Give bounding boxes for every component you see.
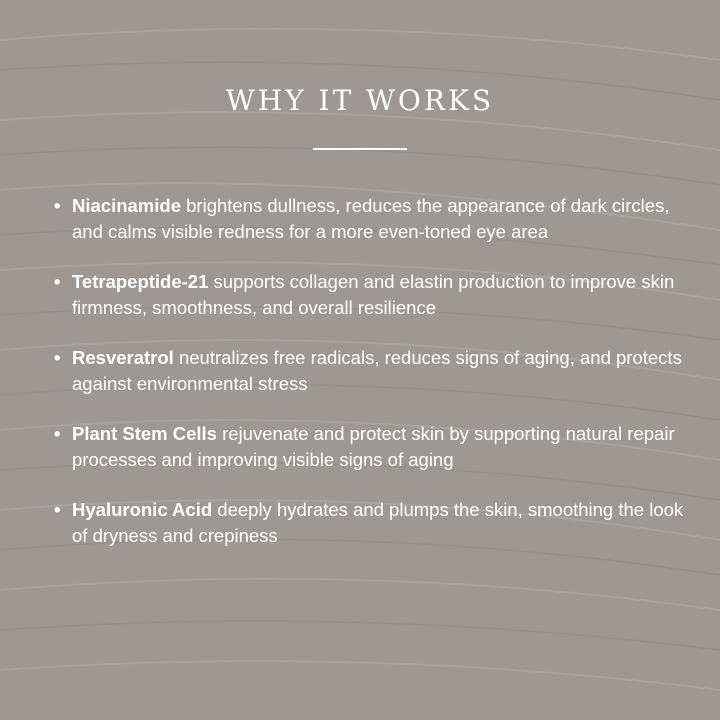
section-title: WHY IT WORKS — [225, 84, 495, 117]
list-item-resveratrol — [54, 345, 684, 397]
ingredient-description: neutralizes free radicals, reduces signs of aging, and protects against environmental stress — [72, 347, 682, 394]
ingredient-description: supports collagen and elastin production to improve skin firmness, smoothness, and overall resilience — [72, 271, 675, 318]
ingredient-description: deeply hydrates and plumps the skin, smoothing the look of dryness and crepiness — [72, 499, 684, 546]
ingredient-name: Hyaluronic Acid — [72, 499, 213, 520]
ingredient-name: Tetrapeptide-21 — [72, 271, 209, 292]
bullet-icon: • — [54, 423, 61, 444]
bullet-icon: • — [54, 195, 61, 216]
ingredient-description: brightens dullness, reduces the appearance of dark circles, and calms visible redness for a more even-toned eye area — [72, 195, 670, 242]
ingredient-list — [54, 193, 684, 573]
title-divider — [313, 148, 407, 150]
list-item-hyaluronic-acid — [54, 497, 684, 549]
bullet-icon: • — [54, 347, 61, 368]
ingredient-name: Niacinamide — [72, 195, 181, 216]
bullet-icon: • — [54, 499, 61, 520]
list-item-tetrapeptide — [54, 269, 684, 321]
bullet-icon: • — [54, 271, 61, 292]
list-item-niacinamide — [54, 193, 684, 245]
ingredient-name: Plant Stem Cells — [72, 423, 217, 444]
list-item-plant-stem-cells — [54, 421, 684, 473]
ingredient-name: Resveratrol — [72, 347, 174, 368]
ingredient-description: rejuvenate and protect skin by supporting natural repair processes and improving visible signs of aging — [72, 423, 675, 470]
